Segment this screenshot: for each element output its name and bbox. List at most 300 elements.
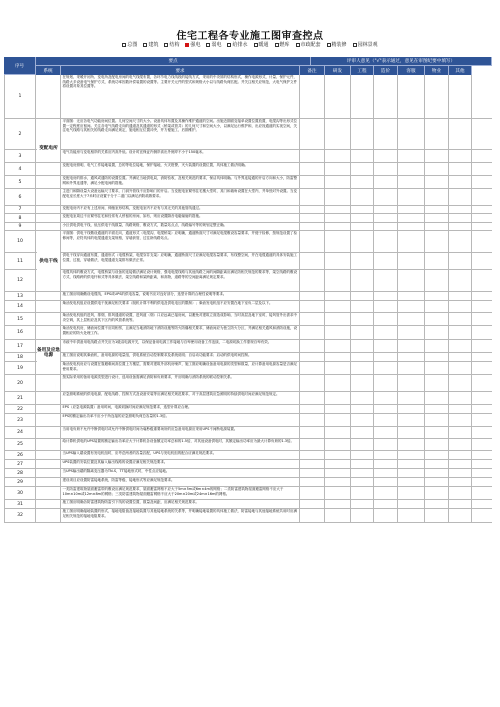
note-cell[interactable] xyxy=(300,439,325,450)
review-cell[interactable] xyxy=(351,439,374,450)
table-row xyxy=(4,439,492,451)
note-cell[interactable] xyxy=(300,460,325,468)
review-cell[interactable] xyxy=(325,439,351,450)
review-cell[interactable] xyxy=(374,362,398,374)
review-cell[interactable] xyxy=(325,500,351,508)
review-cell[interactable] xyxy=(351,427,374,438)
review-cell[interactable] xyxy=(325,206,351,213)
header-role-2: 造价 xyxy=(374,66,398,75)
review-cell[interactable] xyxy=(398,313,425,325)
review-cell[interactable] xyxy=(351,451,374,459)
review-cell[interactable] xyxy=(425,362,449,374)
checkbox-icon[interactable] xyxy=(227,43,231,47)
review-cell[interactable] xyxy=(351,460,374,468)
note-cell[interactable] xyxy=(300,253,325,269)
review-cell[interactable] xyxy=(449,439,472,450)
review-cell[interactable] xyxy=(325,189,351,205)
review-cell[interactable] xyxy=(398,163,425,175)
category-6[interactable] xyxy=(254,41,269,48)
system-cell xyxy=(36,176,61,188)
note-cell[interactable] xyxy=(300,500,325,508)
review-cell[interactable] xyxy=(449,206,472,213)
review-cell[interactable] xyxy=(425,119,449,149)
review-cell[interactable] xyxy=(425,313,449,325)
note-cell[interactable] xyxy=(300,353,325,361)
review-cell[interactable] xyxy=(325,326,351,339)
row-number: 28 xyxy=(4,469,36,477)
review-cell[interactable] xyxy=(325,313,351,325)
review-cell[interactable] xyxy=(398,214,425,222)
row-number: 14 xyxy=(4,301,36,312)
review-cell[interactable] xyxy=(351,487,374,499)
review-cell[interactable] xyxy=(449,460,472,468)
review-cell[interactable] xyxy=(449,405,472,413)
review-cell[interactable] xyxy=(449,326,472,339)
review-cell[interactable] xyxy=(374,500,398,508)
review-cell[interactable] xyxy=(351,119,374,149)
review-cell[interactable] xyxy=(374,451,398,459)
review-cell[interactable] xyxy=(425,460,449,468)
review-cell[interactable] xyxy=(325,292,351,300)
review-cell[interactable] xyxy=(425,206,449,213)
review-cell[interactable] xyxy=(425,214,449,222)
requirement-text: EPS的额定输出功率不应小于所连接的应急照明负荷总容量的1.3倍。 xyxy=(61,414,300,426)
checkbox-icon[interactable] xyxy=(327,43,331,47)
review-cell[interactable] xyxy=(325,460,351,468)
review-cell[interactable] xyxy=(325,427,351,438)
checkbox-icon[interactable] xyxy=(353,43,357,47)
review-cell[interactable] xyxy=(449,353,472,361)
review-cell[interactable] xyxy=(351,375,374,391)
review-cell[interactable] xyxy=(351,270,374,291)
checkbox-icon[interactable] xyxy=(122,43,126,47)
table-row xyxy=(4,469,492,478)
table-row xyxy=(4,163,492,176)
review-cell[interactable] xyxy=(425,509,449,522)
review-cell[interactable] xyxy=(351,301,374,312)
review-cell[interactable] xyxy=(325,270,351,291)
review-cell[interactable] xyxy=(325,75,351,118)
note-cell[interactable] xyxy=(300,119,325,149)
review-cell[interactable] xyxy=(449,189,472,205)
review-cell[interactable] xyxy=(374,439,398,450)
category-3[interactable] xyxy=(185,41,200,48)
review-cell[interactable] xyxy=(425,75,449,118)
review-cell[interactable] xyxy=(425,189,449,205)
review-cell[interactable] xyxy=(374,214,398,222)
review-cell[interactable] xyxy=(374,340,398,352)
row-number: 21 xyxy=(4,392,36,404)
system-cell xyxy=(36,500,61,508)
review-cell[interactable] xyxy=(351,469,374,477)
review-cell[interactable] xyxy=(351,313,374,325)
review-cell[interactable] xyxy=(449,270,472,291)
review-cell[interactable] xyxy=(351,214,374,222)
review-cell[interactable] xyxy=(351,405,374,413)
system-cell xyxy=(36,231,61,252)
row-number: 12 xyxy=(4,270,36,291)
category-label: 园林景观 xyxy=(357,42,378,48)
note-cell[interactable] xyxy=(300,75,325,118)
requirement-text: 变配电室周边不应紧邻住宅和经常有人停留的房间，如有，则应设置隔音电磁辐射的措施。 xyxy=(61,214,300,222)
review-cell[interactable] xyxy=(374,270,398,291)
note-cell[interactable] xyxy=(300,292,325,300)
review-cell[interactable] xyxy=(351,478,374,486)
review-cell[interactable] xyxy=(425,340,449,352)
review-cell[interactable] xyxy=(325,176,351,188)
table-row xyxy=(4,206,492,214)
review-cell[interactable] xyxy=(449,253,472,269)
review-cell[interactable] xyxy=(398,206,425,213)
review-cell[interactable] xyxy=(449,487,472,499)
review-cell[interactable] xyxy=(374,392,398,404)
review-cell[interactable] xyxy=(351,189,374,205)
table-row xyxy=(4,353,492,362)
row-number: 1 xyxy=(4,75,36,118)
review-cell[interactable] xyxy=(374,206,398,213)
review-cell[interactable] xyxy=(398,326,425,339)
note-cell[interactable] xyxy=(300,301,325,312)
table-row xyxy=(4,375,492,392)
category-2[interactable] xyxy=(164,41,179,48)
table-row xyxy=(4,119,492,150)
row-number: 7 xyxy=(4,206,36,213)
note-cell[interactable] xyxy=(300,509,325,522)
review-cell[interactable] xyxy=(449,214,472,222)
review-cell[interactable] xyxy=(374,189,398,205)
category-4[interactable] xyxy=(206,41,221,48)
requirement-text: 柴油发电机房应与设置在靠避难间高位置上方楼层，需要对建筑外部机房噪声，施工图应明确设备备用电源的类型和数量，应计算备用电源容量是否满足使用要求。 xyxy=(61,362,300,374)
review-cell[interactable] xyxy=(425,487,449,499)
note-cell[interactable] xyxy=(300,150,325,162)
note-cell[interactable] xyxy=(300,405,325,413)
review-cell[interactable] xyxy=(449,75,472,118)
row-number: 10 xyxy=(4,231,36,252)
review-cell[interactable] xyxy=(351,326,374,339)
review-cell[interactable] xyxy=(398,176,425,188)
note-cell[interactable] xyxy=(300,270,325,291)
page-title: 住宅工程各专业施工图审查控点 xyxy=(176,31,324,42)
review-cell[interactable] xyxy=(449,469,472,477)
note-cell[interactable] xyxy=(300,231,325,252)
review-cell[interactable] xyxy=(374,414,398,426)
review-cell[interactable] xyxy=(449,509,472,522)
review-cell[interactable] xyxy=(398,451,425,459)
review-cell[interactable] xyxy=(398,75,425,118)
system-cell xyxy=(36,487,61,499)
review-cell[interactable] xyxy=(398,500,425,508)
checkbox-icon[interactable] xyxy=(206,43,210,47)
system-cell xyxy=(36,439,61,450)
category-8[interactable] xyxy=(296,41,321,48)
category-1[interactable] xyxy=(143,41,158,48)
row-number: 25 xyxy=(4,439,36,450)
review-cell[interactable] xyxy=(449,119,472,149)
table-row xyxy=(4,460,492,469)
requirement-text: 当用电负荷不允许中断供电时或允许中断供电时间为毫秒级重要场所的应急备用电源应采用UPS不间断电源装置。 xyxy=(61,427,300,438)
category-10[interactable] xyxy=(353,41,378,48)
review-cell[interactable] xyxy=(351,253,374,269)
review-cell[interactable] xyxy=(449,500,472,508)
review-cell[interactable] xyxy=(425,414,449,426)
review-cell[interactable] xyxy=(351,362,374,374)
review-cell[interactable] xyxy=(325,362,351,374)
requirement-text: 施工图应说明其柴油机，备用电源的电量组，供电系统自动控制要求及系统说明；自启动功能要求；启动的供电时间控制。 xyxy=(61,353,300,361)
review-cell[interactable] xyxy=(398,509,425,522)
review-cell[interactable] xyxy=(374,478,398,486)
header-role-3: 客服 xyxy=(398,66,425,75)
checkbox-icon[interactable] xyxy=(164,43,168,47)
review-cell[interactable] xyxy=(325,301,351,312)
note-cell[interactable] xyxy=(300,340,325,352)
note-cell[interactable] xyxy=(300,392,325,404)
review-cell[interactable] xyxy=(351,340,374,352)
review-cell[interactable] xyxy=(449,340,472,352)
requirement-text: 柴油发电机组应设置供电干扰满足相关要求（脱机计算不利的供电及供电电压的限制）；柴油发电机组不应安置在地下室负二层及以下。 xyxy=(61,301,300,312)
review-cell[interactable] xyxy=(425,451,449,459)
review-cell[interactable] xyxy=(398,460,425,468)
review-cell[interactable] xyxy=(374,292,398,300)
review-cell[interactable] xyxy=(325,392,351,404)
review-cell[interactable] xyxy=(374,375,398,391)
requirement-text: EPS（应急电源装置）备用时间，电源切换时间应满足规范要求，选型计算应合理。 xyxy=(61,405,300,413)
review-cell[interactable] xyxy=(425,292,449,300)
review-cell[interactable] xyxy=(351,206,374,213)
table-row xyxy=(4,270,492,292)
review-cell[interactable] xyxy=(398,189,425,205)
system-cell xyxy=(36,414,61,426)
review-cell[interactable] xyxy=(325,405,351,413)
review-cell[interactable] xyxy=(398,340,425,352)
review-cell[interactable] xyxy=(325,414,351,426)
review-cell[interactable] xyxy=(325,353,351,361)
review-cell[interactable] xyxy=(398,487,425,499)
review-cell[interactable] xyxy=(351,353,374,361)
review-cell[interactable] xyxy=(374,150,398,162)
review-cell[interactable] xyxy=(425,326,449,339)
note-cell[interactable] xyxy=(300,223,325,230)
review-cell[interactable] xyxy=(325,253,351,269)
review-cell[interactable] xyxy=(449,427,472,438)
review-cell[interactable] xyxy=(374,313,398,325)
review-cell[interactable] xyxy=(398,439,425,450)
review-cell[interactable] xyxy=(449,231,472,252)
review-cell[interactable] xyxy=(449,451,472,459)
checkbox-checked-icon[interactable] xyxy=(185,43,189,47)
review-cell[interactable] xyxy=(374,460,398,468)
review-cell[interactable] xyxy=(398,392,425,404)
table-row xyxy=(4,405,492,414)
review-cell[interactable] xyxy=(398,469,425,477)
review-cell[interactable] xyxy=(398,427,425,438)
category-label: 结构 xyxy=(169,42,180,48)
review-cell[interactable] xyxy=(398,405,425,413)
review-cell[interactable] xyxy=(449,392,472,404)
review-cell[interactable] xyxy=(449,163,472,175)
note-cell[interactable] xyxy=(300,326,325,339)
review-cell[interactable] xyxy=(374,509,398,522)
review-cell[interactable] xyxy=(351,231,374,252)
review-cell[interactable] xyxy=(398,414,425,426)
review-cell[interactable] xyxy=(374,405,398,413)
review-cell[interactable] xyxy=(325,231,351,252)
requirement-text: 变配电房的排水，通风或通防的设置位置。并满足当地供电局，消防验收，及相关规范的要求，保洁具体明确。与外界连接通的开启方向和大小，防雷整网和外界连通等，满足小配电间的措施。 xyxy=(61,176,300,188)
review-cell[interactable] xyxy=(425,427,449,438)
review-cell[interactable] xyxy=(374,487,398,499)
review-cell[interactable] xyxy=(374,119,398,149)
row-number: 2 xyxy=(4,119,36,149)
review-cell[interactable] xyxy=(351,150,374,162)
table-row xyxy=(4,150,492,163)
review-cell[interactable] xyxy=(425,253,449,269)
review-cell[interactable] xyxy=(351,75,374,118)
review-cell[interactable] xyxy=(425,270,449,291)
review-cell[interactable] xyxy=(398,223,425,230)
review-cell[interactable] xyxy=(449,362,472,374)
review-cell[interactable] xyxy=(449,375,472,391)
review-cell[interactable] xyxy=(374,163,398,175)
review-cell[interactable] xyxy=(374,75,398,118)
review-cell[interactable] xyxy=(325,478,351,486)
review-cell[interactable] xyxy=(351,163,374,175)
system-cell xyxy=(36,478,61,486)
review-cell[interactable] xyxy=(425,500,449,508)
review-cell[interactable] xyxy=(325,487,351,499)
review-cell[interactable] xyxy=(398,375,425,391)
note-cell[interactable] xyxy=(300,427,325,438)
review-cell[interactable] xyxy=(449,414,472,426)
review-cell[interactable] xyxy=(425,223,449,230)
review-cell[interactable] xyxy=(449,223,472,230)
review-cell[interactable] xyxy=(398,292,425,300)
note-cell[interactable] xyxy=(300,176,325,188)
review-cell[interactable] xyxy=(325,340,351,352)
review-cell[interactable] xyxy=(351,509,374,522)
checkbox-icon[interactable] xyxy=(296,43,300,47)
requirement-text: 按实际采用的备用电源类型进行设计，选用设备需满足消防和负荷要求，并应明确与消防系统的联动控制关系。 xyxy=(61,375,300,391)
table-row xyxy=(4,487,492,500)
category-0[interactable] xyxy=(122,41,137,48)
review-cell[interactable] xyxy=(398,150,425,162)
review-cell[interactable] xyxy=(398,478,425,486)
requirement-text: 当UPS输入端设置有发电机组时，应考虑两者的容量匹配，UPS与发电机组的配合应满足规范要求。 xyxy=(61,451,300,459)
review-cell[interactable] xyxy=(398,301,425,312)
note-cell[interactable] xyxy=(300,469,325,477)
review-cell[interactable] xyxy=(398,270,425,291)
review-cell[interactable] xyxy=(374,353,398,361)
review-cell[interactable] xyxy=(449,292,472,300)
review-cell[interactable] xyxy=(425,439,449,450)
review-cell[interactable] xyxy=(398,362,425,374)
note-cell[interactable] xyxy=(300,206,325,213)
note-cell[interactable] xyxy=(300,163,325,175)
row-number: 30 xyxy=(4,487,36,499)
note-cell[interactable] xyxy=(300,451,325,459)
review-cell[interactable] xyxy=(325,375,351,391)
system-label: 变配电所 xyxy=(37,137,60,161)
review-cell[interactable] xyxy=(425,405,449,413)
review-cell[interactable] xyxy=(449,301,472,312)
note-cell[interactable] xyxy=(300,414,325,426)
review-cell[interactable] xyxy=(425,163,449,175)
checkbox-icon[interactable] xyxy=(275,43,279,47)
review-cell[interactable] xyxy=(374,223,398,230)
review-cell[interactable] xyxy=(425,392,449,404)
review-cell[interactable] xyxy=(325,119,351,149)
review-cell[interactable] xyxy=(449,150,472,162)
category-7[interactable] xyxy=(275,41,290,48)
review-cell[interactable] xyxy=(425,150,449,162)
note-cell[interactable] xyxy=(300,313,325,325)
requirement-text: 建设项目应设置防雷接地系统，防雷等级、接地形式等应满足规范要求。 xyxy=(61,478,300,486)
review-cell[interactable] xyxy=(374,326,398,339)
review-cell[interactable] xyxy=(425,478,449,486)
note-cell[interactable] xyxy=(300,478,325,486)
review-cell[interactable] xyxy=(425,469,449,477)
checkbox-icon[interactable] xyxy=(254,43,258,47)
review-cell[interactable] xyxy=(374,301,398,312)
note-cell[interactable] xyxy=(300,375,325,391)
note-cell[interactable] xyxy=(300,362,325,374)
review-cell[interactable] xyxy=(325,451,351,459)
review-cell[interactable] xyxy=(398,119,425,149)
review-cell[interactable] xyxy=(325,509,351,522)
review-cell[interactable] xyxy=(351,292,374,300)
review-cell[interactable] xyxy=(425,375,449,391)
review-cell[interactable] xyxy=(374,469,398,477)
table-row xyxy=(4,214,492,223)
review-cell[interactable] xyxy=(374,176,398,188)
note-cell[interactable] xyxy=(300,189,325,205)
review-cell[interactable] xyxy=(398,253,425,269)
review-cell[interactable] xyxy=(325,163,351,175)
review-cell[interactable] xyxy=(351,176,374,188)
review-cell[interactable] xyxy=(325,150,351,162)
review-cell[interactable] xyxy=(351,223,374,230)
review-cell[interactable] xyxy=(351,500,374,508)
table-row xyxy=(4,292,492,301)
review-cell[interactable] xyxy=(398,353,425,361)
system-cell xyxy=(36,509,61,522)
review-cell[interactable] xyxy=(425,353,449,361)
review-cell[interactable] xyxy=(374,253,398,269)
category-9[interactable] xyxy=(327,41,347,48)
review-cell[interactable] xyxy=(325,223,351,230)
category-5[interactable] xyxy=(227,41,247,48)
review-cell[interactable] xyxy=(325,214,351,222)
review-cell[interactable] xyxy=(425,176,449,188)
category-label: 暖通 xyxy=(258,42,269,48)
review-cell[interactable] xyxy=(425,231,449,252)
review-cell[interactable] xyxy=(325,469,351,477)
review-cell[interactable] xyxy=(351,414,374,426)
category-label: 给排水 xyxy=(232,42,248,48)
review-cell[interactable] xyxy=(425,301,449,312)
note-cell[interactable] xyxy=(300,214,325,222)
row-number: 16 xyxy=(4,326,36,339)
review-cell[interactable] xyxy=(374,231,398,252)
review-cell[interactable] xyxy=(374,427,398,438)
row-number: 27 xyxy=(4,460,36,468)
review-cell[interactable] xyxy=(351,392,374,404)
note-cell[interactable] xyxy=(300,487,325,499)
review-cell[interactable] xyxy=(398,231,425,252)
system-cell xyxy=(36,75,61,118)
checkbox-icon[interactable] xyxy=(143,43,147,47)
review-cell[interactable] xyxy=(449,313,472,325)
review-cell[interactable] xyxy=(449,478,472,486)
review-cell[interactable] xyxy=(449,176,472,188)
